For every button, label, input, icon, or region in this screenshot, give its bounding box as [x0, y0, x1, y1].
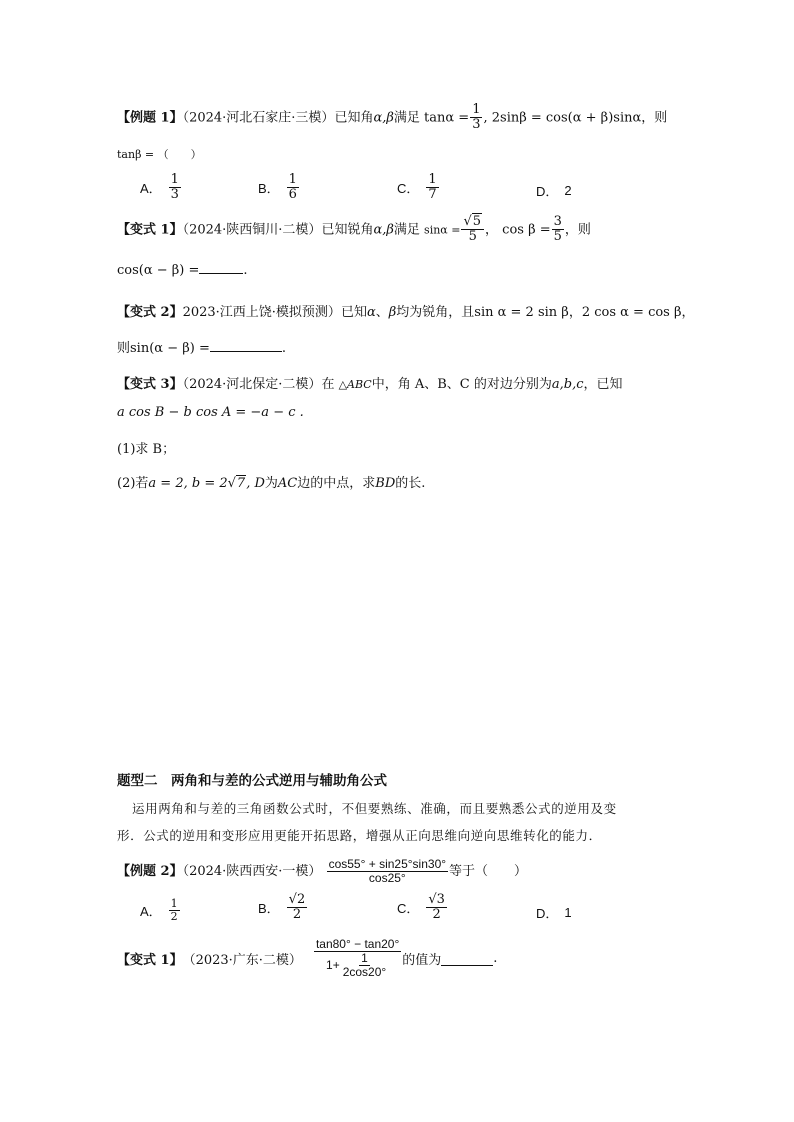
example-2-tag: 【例题 2】	[117, 864, 183, 880]
variant-2-tag: 【变式 2】	[117, 305, 183, 320]
variant-1-tag: 【变式 1】	[117, 222, 183, 238]
example-1-tag: 【例题 1】	[117, 110, 183, 126]
variant-3-tag: 【变式 3】	[117, 377, 183, 392]
variant-3-line2: a cos B − b cos A = −a − c .	[117, 405, 304, 420]
example-2-option-d: D． 1	[536, 905, 572, 921]
answer-blank	[441, 951, 493, 966]
example-1-option-a: A． $\frac{1}{3}$	[140, 172, 179, 203]
variant-2-line1: 【变式 2】2023·江西上饶·模拟预测）已知α、β均为锐角，且sin α = 2 sin β，2 cos α = cos β，	[117, 305, 695, 320]
section-2-desc-line1: 运用两角和与差的三角函数公式时，不但要熟练、准确，而且要熟悉公式的逆用及变	[132, 801, 617, 816]
example-2-option-b: B． $\frac{√2}{2}$	[258, 892, 306, 923]
section-2-desc-line2: 形．公式的逆用和变形应用更能开拓思路，增强从正向思维向逆向思维转化的能力．	[117, 828, 602, 843]
section-2-title: 题型二 两角和与差的公式逆用与辅助角公式	[117, 773, 387, 789]
answer-blank	[199, 273, 243, 274]
variant-2-1-line: 【变式 1】 （2023·广东·二模） tan80° − tan20° 1+ $\frac{1}{2\cos 20^\circ}$ 的值为 .	[117, 937, 498, 980]
example-1-line1: 【例题 1】（2024·河北石家庄·三模）已知角α,β满足 tanα = $\frac{1}{3}$ , 2sinβ = cos(α + β)sinα，则	[117, 102, 668, 133]
example-1-source: （2024·河北石家庄·三模）	[182, 110, 335, 126]
variant-2-line2: 则sin(α − β) = .	[117, 341, 286, 356]
answer-blank	[210, 351, 282, 352]
example-2-line: 【例题 2】（2024·陕西西安·一模） $\frac{\cos 55^\circ + \sin 25^\circ\sin 30^\circ}{\cos 25^\circ}$ 等于（ ）	[117, 857, 528, 886]
example-2-fraction: $\frac{\cos 55^\circ + \sin 25^\circ\sin 30^\circ}{\cos 25^\circ}$	[328, 857, 447, 886]
variant-3-question-1: (1)求 B；	[117, 442, 176, 457]
example-1-option-d: D． 2	[536, 183, 572, 199]
example-1-line2: tanβ = （ ）	[117, 148, 202, 161]
fraction-one-third: $\frac{1}{3}$	[472, 102, 481, 133]
variant-3-line1: 【变式 3】（2024·河北保定·二模）在 △ABC中，角 A、B、C 的对边分别为a,b,c，已知	[117, 377, 623, 392]
variant-1-line2: cos(α − β) = .	[117, 263, 248, 278]
variant-3-question-2: (2)若a = 2, b = 2√7, D为AC边的中点，求BD的长.	[117, 476, 426, 491]
example-2-option-c: C． $\frac{√3}{2}$	[397, 892, 445, 923]
variant-1-line1: 【变式 1】（2024·陕西铜川·二模）已知锐角α,β满足 sinα = $\frac{√5}{5}$ ， cos β = $\frac{3}{5}$ ，则	[117, 214, 591, 245]
example-1-option-b: B． $\frac{1}{6}$	[258, 172, 297, 203]
variant-2-1-fraction: tan80° − tan20° 1+ $\frac{1}{2\cos 20^\circ}$	[315, 937, 400, 980]
example-2-option-a: A． $\frac{1}{2}$	[140, 897, 178, 924]
example-1-option-c: C． $\frac{1}{7}$	[397, 172, 437, 203]
variant-2-1-tag: 【变式 1】	[117, 953, 183, 969]
